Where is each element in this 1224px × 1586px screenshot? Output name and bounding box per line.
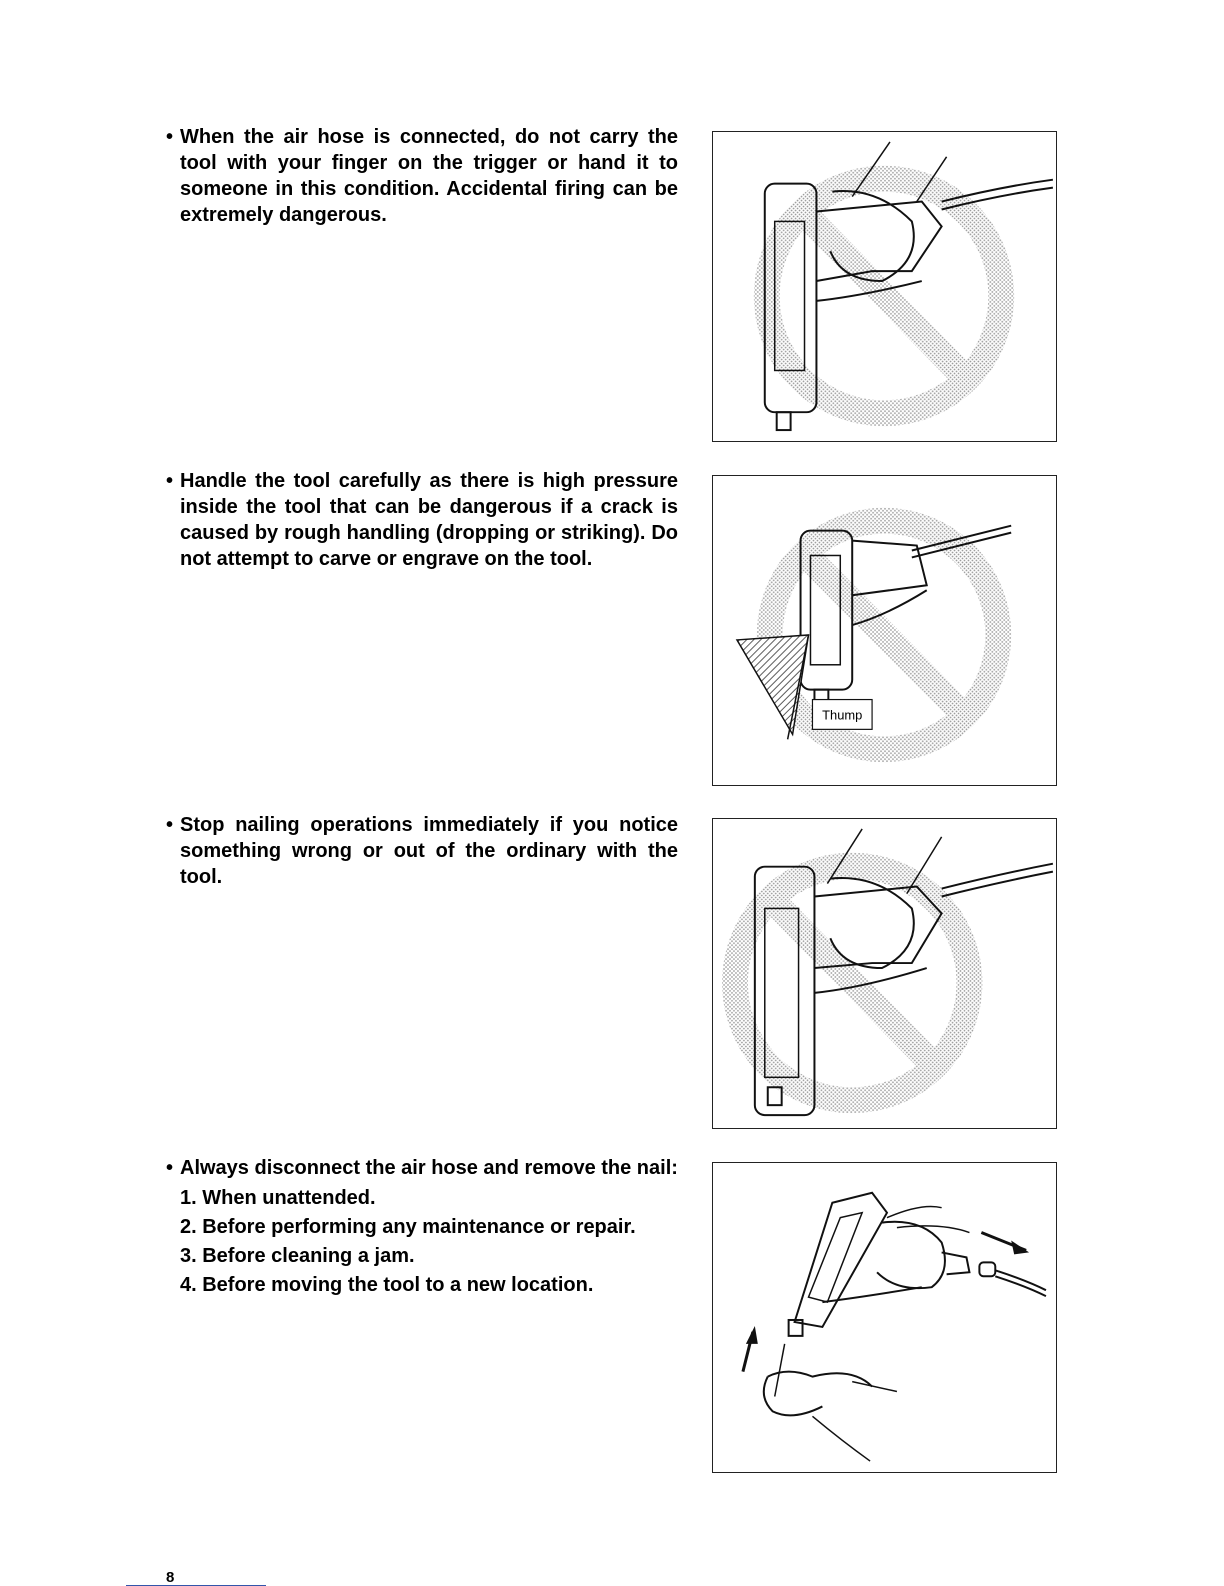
list-item: 4. Before moving the tool to a new location. bbox=[180, 1274, 594, 1296]
warning-paragraph: Handle the tool carefully as there is high pressure inside the tool that can be dangerous if a crack is caused by rough handling (dropping or striking). Do not attempt to carve or engrave on the tool. bbox=[180, 470, 678, 570]
illustration-frame bbox=[712, 818, 1057, 1129]
warning-text-block bbox=[166, 1155, 678, 1301]
bullet: • bbox=[166, 814, 174, 836]
warning-paragraph: Stop nailing operations immediately if you notice something wrong or out of the ordinary with the tool. bbox=[180, 814, 678, 888]
list-item: 3. Before cleaning a jam. bbox=[180, 1245, 415, 1267]
illustration-frame bbox=[712, 1162, 1057, 1473]
page-number: 8 bbox=[166, 1569, 175, 1586]
illustration-frame bbox=[712, 475, 1057, 786]
prohibited-dropping-tool-icon bbox=[713, 476, 1056, 785]
warning-paragraph: Always disconnect the air hose and remove the nail: bbox=[180, 1157, 678, 1179]
warning-paragraph: When the air hose is connected, do not carry the tool with your finger on the trigger or hand it to someone in this condition. Accidental firing can be extremely dangerous. bbox=[180, 126, 678, 226]
bullet: • bbox=[166, 470, 174, 492]
bullet: • bbox=[166, 1157, 174, 1179]
list-item: 1. When unattended. bbox=[180, 1187, 376, 1209]
warning-text-block bbox=[166, 812, 678, 890]
warning-text-block bbox=[166, 468, 678, 572]
list-item: 2. Before performing any maintenance or repair. bbox=[180, 1216, 636, 1238]
thump-label: Thump bbox=[822, 707, 863, 723]
disconnect-hose-remove-nail-icon bbox=[713, 1163, 1056, 1472]
prohibited-continue-nailing-icon bbox=[713, 819, 1056, 1128]
prohibited-carry-with-finger-on-trigger-icon bbox=[713, 132, 1056, 441]
bullet: • bbox=[166, 126, 174, 148]
disconnect-conditions-list bbox=[166, 1185, 678, 1298]
warning-text-block bbox=[166, 124, 678, 228]
illustration-frame bbox=[712, 131, 1057, 442]
